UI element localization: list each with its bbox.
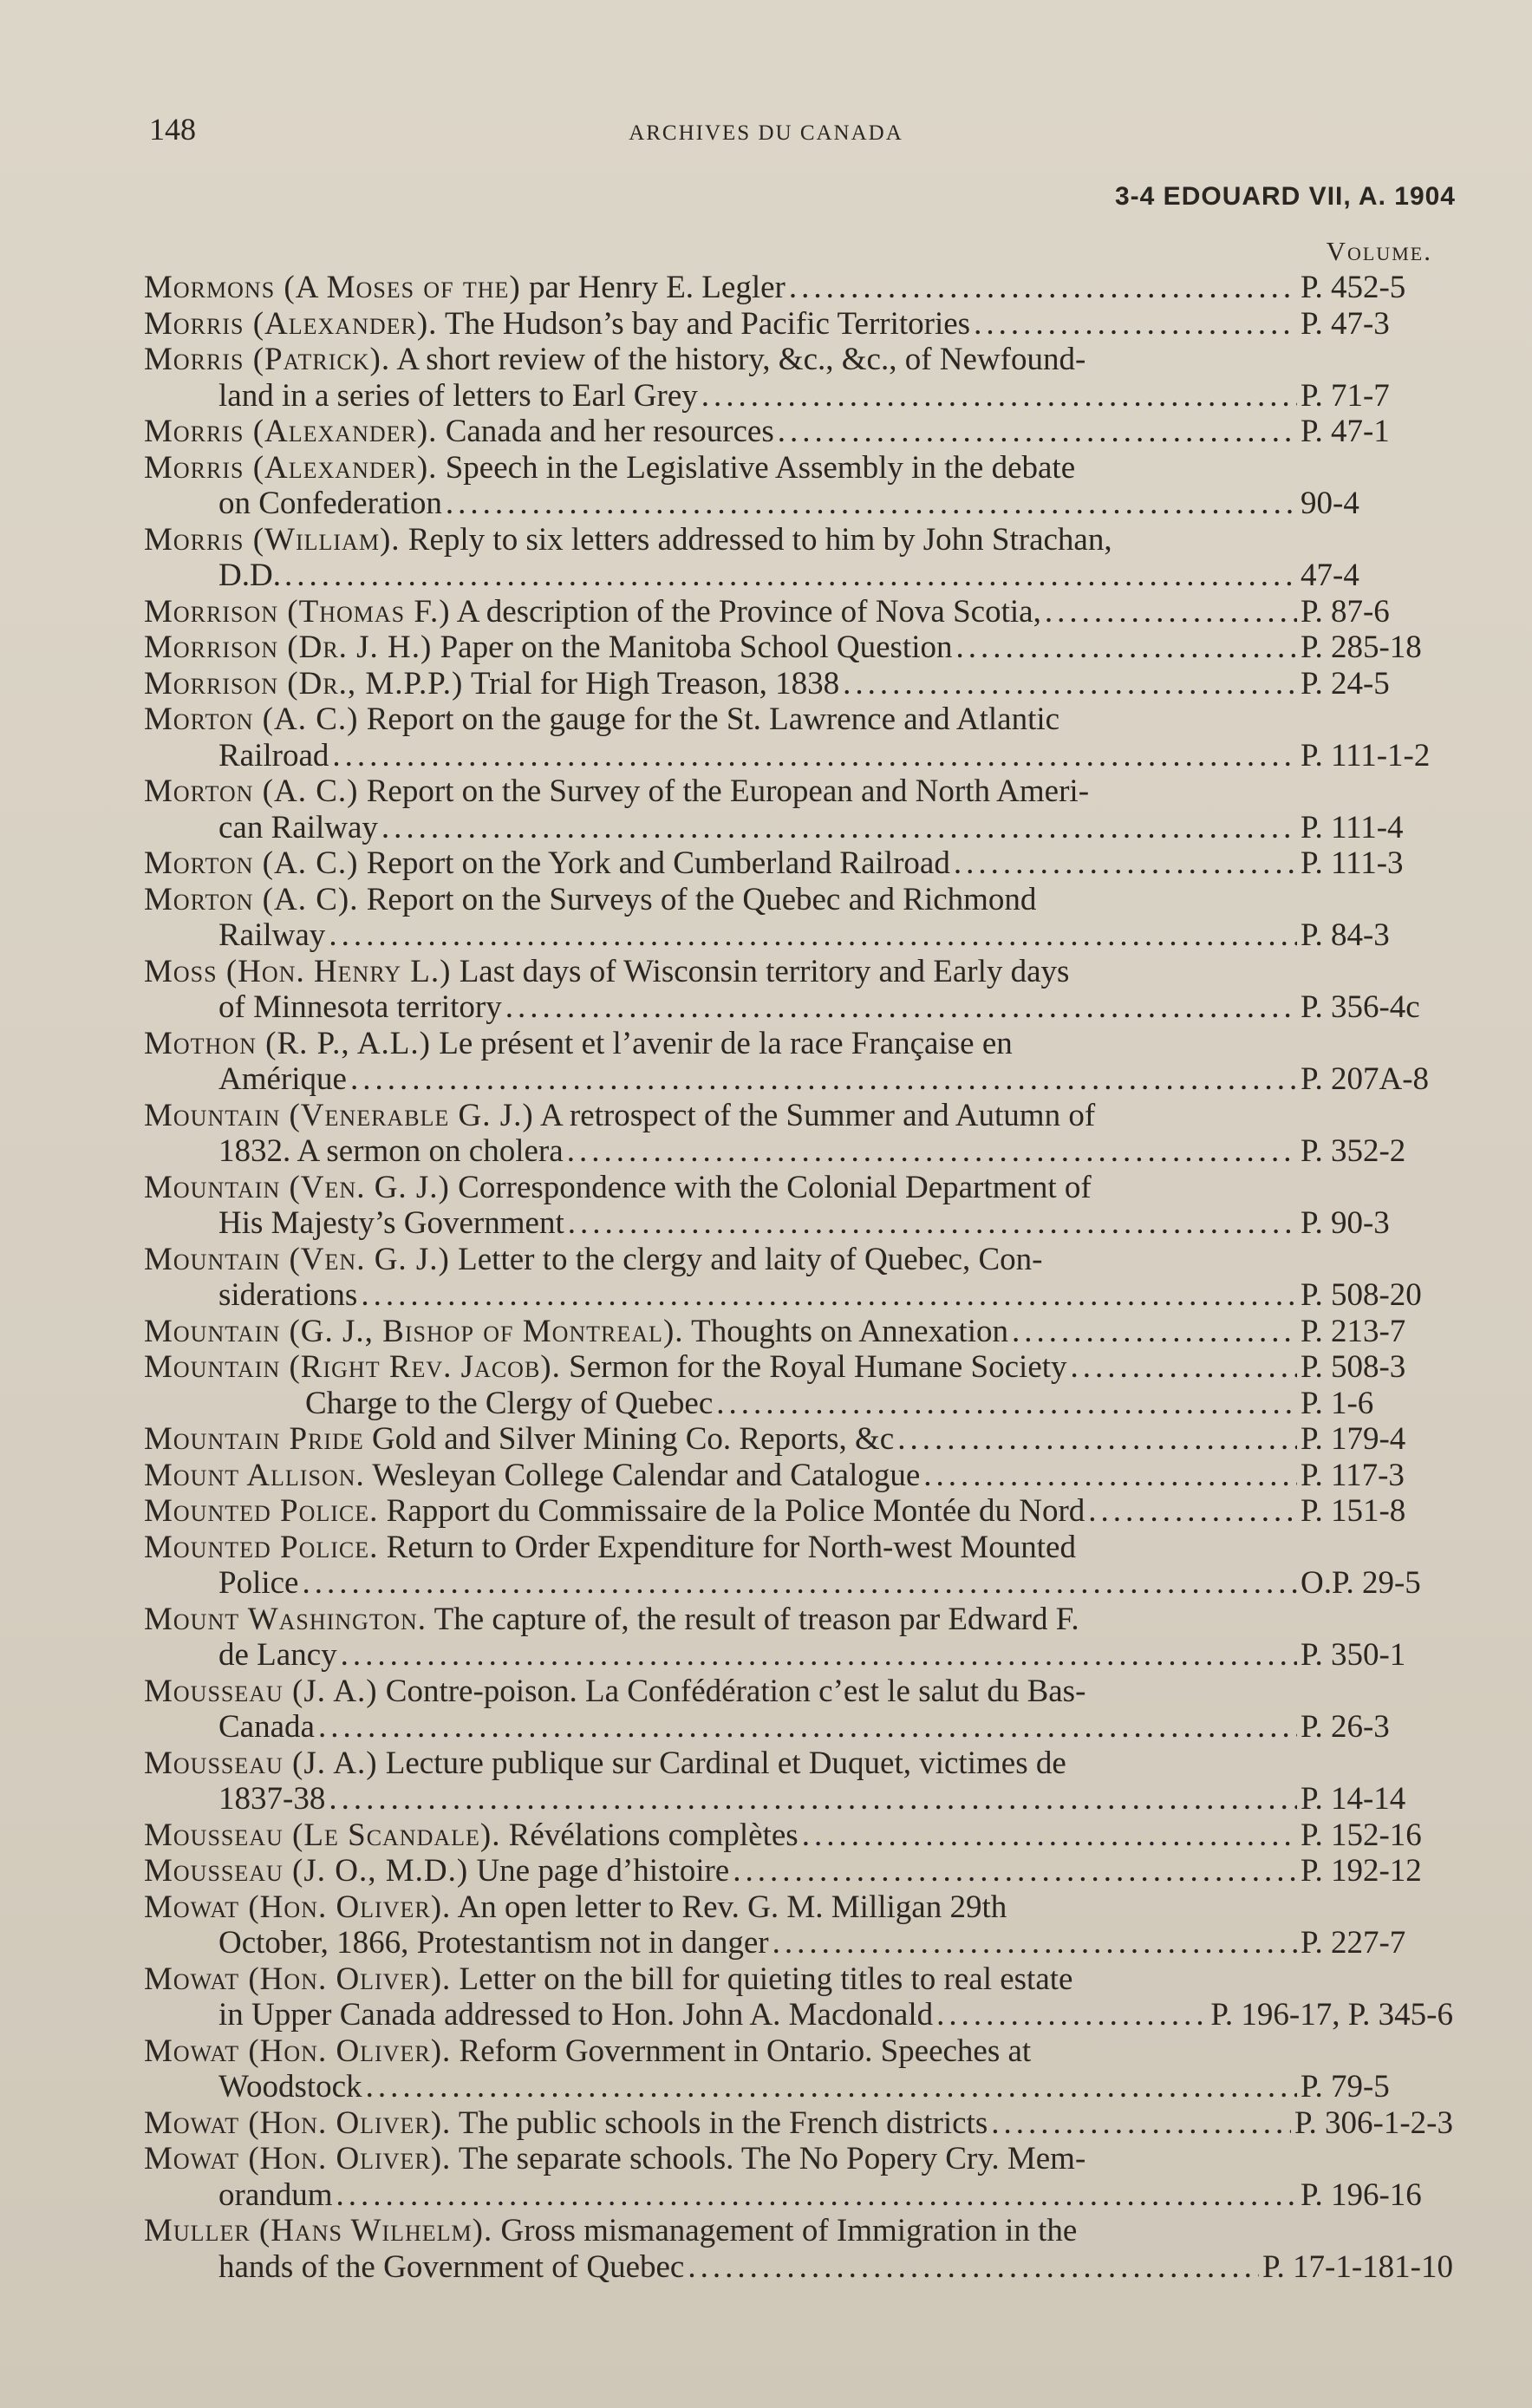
index-entry [144,1098,1453,1170]
leader-dots [956,630,1298,666]
index-entry [144,2033,1453,2105]
entry-title-line: Report on the Surveys of the Quebec and Richmond [366,881,1037,917]
leader-dots [1045,594,1297,630]
entry-title-line: Une page d’histoire [476,1853,730,1889]
index-entry [144,1170,1453,1242]
volume-reference: P. 84-3 [1301,917,1390,953]
entry-author: Mousseau (J. A.) [144,1745,378,1781]
volume-reference: P. 71-7 [1301,377,1390,414]
volume-reference: P. 508-3 [1301,1349,1406,1385]
index-entry [144,702,1453,773]
column-label: Volume. [1326,236,1432,266]
index-entry [144,773,1453,845]
entry-author: Mountain (G. J., Bishop of Montreal). [144,1313,684,1349]
index-entry [144,1386,1453,1422]
entry-title-line: An open letter to Rev. G. M. Milligan 29th [457,1889,1007,1925]
entry-author: Mounted Police. [144,1493,379,1529]
entry-author: Mowat (Hon. Oliver). [144,2033,452,2069]
leader-dots [332,738,1297,774]
index-entry [144,522,1453,594]
volume-reference: P. 47-1 [1301,414,1390,449]
leader-dots [991,2105,1291,2142]
volume-reference: O.P. 29-5 [1301,1565,1421,1601]
index-entry [144,594,1453,630]
volume-reference: P. 151-8 [1301,1493,1406,1529]
leader-dots [318,1709,1297,1746]
index-entry [144,882,1453,954]
leader-dots [505,989,1297,1026]
volume-reference: P. 117-3 [1301,1457,1405,1493]
entry-title-line: Sermon for the Royal Humane Society [569,1349,1067,1385]
index-entry [144,1349,1453,1386]
entry-title-line: 1837-38 [218,1781,326,1817]
entry-title-line: Railway [218,917,326,953]
entry-author: Morris (Alexander). [144,449,438,486]
index-entry [144,2141,1453,2213]
leader-dots [897,1421,1297,1458]
index-entry [144,1458,1453,1494]
entry-title-line: Contre-poison. La Confédération c’est le salut du Bas- [385,1673,1086,1709]
entry-author: Morris (William). [144,521,401,558]
volume-reference: P. 26-3 [1301,1709,1390,1745]
entry-author: Mousseau (J. A.) [144,1673,378,1709]
entry-title-line: Révélations complètes [508,1817,799,1853]
entry-title-line: de Lancy [218,1637,337,1673]
entry-title-line: siderations [218,1277,358,1313]
leader-dots [974,306,1297,343]
entry-author: Mountain (Ven. G. J.) [144,1241,450,1277]
leader-dots [688,2249,1259,2286]
entry-title-line: Rapport du Commissaire de la Police Montée du Nord [386,1493,1085,1529]
leader-dots [936,1997,1207,2033]
index-entry [144,1530,1453,1602]
leader-dots [361,1277,1297,1314]
entry-author: Mount Washington. [144,1601,427,1637]
entry-author: Mounted Police. [144,1529,379,1565]
leader-dots [843,666,1297,702]
entry-title-line: on Confederation [218,486,442,521]
entry-title-line: Speech in the Legislative Assembly in the debate [445,449,1076,486]
entry-author: Mowat (Hon. Oliver). [144,1889,452,1925]
entry-title-line: The separate schools. The No Popery Cry. Mem- [458,2141,1086,2176]
entry-title-line: Charge to the Clergy of Quebec [305,1385,714,1421]
entry-title-line: The public schools in the French districts [458,2105,988,2141]
index-entry [144,954,1453,1026]
index-entries [144,270,1453,2285]
page-number: 148 [149,112,196,147]
index-entry [144,1314,1453,1350]
volume-reference: P. 350-1 [1301,1637,1406,1673]
index-entry [144,1853,1453,1889]
entry-title-line: par Henry E. Legler [528,270,786,305]
entry-author: Morrison (Dr. J. H.) [144,630,433,665]
volume-reference: P. 111-4 [1301,809,1404,845]
entry-title-line: D.D. [218,558,281,593]
leader-dots [568,1205,1297,1242]
entry-title-line: Report on the gauge for the St. Lawrence and Atlantic [366,702,1060,737]
leader-dots [1088,1493,1297,1530]
entry-author: Morton (A. C). [144,881,359,917]
volume-reference: P. 24-5 [1301,665,1390,702]
index-entry [144,630,1453,666]
leader-dots [341,1637,1297,1674]
entry-author: Morton (A. C.) [144,702,359,737]
index-entry [144,1746,1453,1817]
index-entry [144,2213,1453,2285]
entry-title-line: A retrospect of the Summer and Autumn of [539,1097,1096,1133]
volume-reference: P. 452-5 [1301,270,1406,305]
entry-title-line: The capture of, the result of treason par Edward F. [434,1601,1079,1637]
volume-reference: P. 17-1-181-10 [1262,2248,1453,2285]
volume-reference: P. 285-18 [1301,630,1422,665]
entry-title-line: Reply to six letters addressed to him by John Strachan, [407,521,1112,558]
volume-reference: P. 14-14 [1301,1781,1406,1817]
entry-author: Mountain (Venerable G. J.) [144,1097,534,1133]
entry-title-line: hands of the Government of Quebec [218,2248,685,2285]
index-entry [144,270,1453,306]
entry-title-line: Reform Government in Ontario. Speeches at [459,2033,1032,2069]
entry-title-line: Police [218,1565,299,1601]
entry-title-line: His Majesty’s Government [218,1205,564,1241]
entry-author: Moss (Hon. Henry L.) [144,953,452,989]
entry-author: Morton (A. C.) [144,845,359,881]
entry-author: Mountain (Ven. G. J.) [144,1169,450,1205]
leader-dots [329,917,1297,954]
leader-dots [716,1386,1297,1422]
entry-author: Morrison (Dr., M.P.P.) [144,665,464,702]
entry-author: Mothon (R. P., A.L.) [144,1025,431,1061]
entry-author: Mountain (Right Rev. Jacob). [144,1349,561,1385]
entry-title-line: Last days of Wisconsin territory and Early days [459,953,1070,989]
index-entry [144,342,1453,414]
leader-dots [923,1458,1297,1494]
entry-title-line: Gross mismanagement of Immigration in the [500,2213,1078,2248]
index-entry [144,450,1453,522]
entry-author: Morris (Alexander). [144,414,438,449]
entry-title-line: A description of the Province of Nova Scotia, [456,593,1041,630]
leader-dots [366,2069,1297,2105]
entry-title-line: Correspondence with the Colonial Department of [458,1169,1092,1205]
volume-reference: P. 1-6 [1301,1385,1374,1421]
entry-title-line: of Minnesota territory [218,989,502,1025]
entry-title-line: Thoughts on Annexation [691,1313,1008,1349]
entry-title-line: Return to Order Expenditure for North-west Mounted [386,1529,1076,1565]
index-entry [144,2105,1453,2142]
running-title: ARCHIVES DU CANADA [629,121,903,145]
index-entry [144,414,1453,450]
volume-reference: P. 306-1-2-3 [1294,2105,1453,2141]
volume-reference: P. 79-5 [1301,2069,1390,2105]
leader-dots [802,1817,1297,1854]
entry-title-line: Report on the Survey of the European and North Ameri- [366,773,1090,809]
entry-title-line: land in a series of letters to Earl Grey [218,377,698,414]
entry-title-line: Railroad [218,737,329,773]
leader-dots [446,486,1297,522]
entry-title-line: 1832. A sermon on cholera [218,1133,564,1169]
leader-dots [302,1565,1297,1602]
volume-reference: P. 508-20 [1301,1277,1422,1313]
index-entry [144,1421,1453,1458]
volume-reference: P. 207A-8 [1301,1061,1430,1097]
leader-dots [701,378,1297,414]
leader-dots [336,2177,1297,2214]
entry-title-line: Woodstock [218,2069,362,2105]
entry-title-line: The Hudson’s bay and Pacific Territories [445,305,971,342]
volume-reference: 90-4 [1301,486,1359,521]
leader-dots [350,1061,1297,1098]
entry-title-line: October, 1866, Protestantism not in danger [218,1925,769,1961]
volume-reference: P. 227-7 [1301,1925,1406,1961]
entry-author: Mowat (Hon. Oliver). [144,2105,452,2141]
volume-reference: P. 111-1-2 [1301,737,1431,773]
leader-dots [284,558,1297,594]
volume-reference: P. 356-4c [1301,989,1420,1025]
index-entry [144,1493,1453,1530]
index-entry [144,1602,1453,1674]
leader-dots [789,270,1297,306]
entry-title-line: Trial for High Treason, 1838 [470,665,840,702]
leader-dots [381,810,1297,846]
leader-dots [1012,1314,1297,1350]
entry-author: Mowat (Hon. Oliver). [144,2141,452,2176]
entry-title-line: Letter to the clergy and laity of Quebec, Con- [458,1241,1043,1277]
leader-dots [1071,1349,1297,1386]
index-entry [144,1674,1453,1746]
entry-title-line: Canada and her resources [445,414,774,449]
entry-author: Morris (Alexander). [144,305,438,342]
entry-author: Morris (Patrick). [144,342,391,377]
entry-title-line: Gold and Silver Mining Co. Reports, &c [371,1421,895,1457]
entry-title-line: orandum [218,2176,333,2213]
entry-author: Mowat (Hon. Oliver). [144,1961,452,1997]
entry-title-line: A short review of the history, &c., &c., of Newfound- [396,342,1086,377]
entry-title-line: Canada [218,1709,315,1745]
leader-dots [567,1133,1297,1170]
volume-reference: 47-4 [1301,558,1359,593]
entry-title-line: Le présent et l’avenir de la race Française en [439,1025,1013,1061]
entry-author: Mount Allison. [144,1457,365,1493]
volume-reference: P. 196-17, P. 345-6 [1210,1997,1453,2033]
leader-dots [733,1853,1297,1889]
entry-author: Muller (Hans Wilhelm). [144,2213,493,2248]
leader-dots [954,845,1297,882]
volume-reference: P. 196-16 [1301,2176,1422,2213]
volume-reference: P. 179-4 [1301,1421,1406,1457]
entry-title-line: can Railway [218,809,378,845]
leader-dots [773,1925,1297,1961]
index-entry [144,1889,1453,1961]
volume-reference: P. 111-3 [1301,845,1404,881]
entry-author: Mormons (A Moses of the) [144,270,521,305]
volume-reference: P. 47-3 [1301,305,1390,342]
volume-reference: P. 90-3 [1301,1205,1390,1241]
volume-reference: P. 152-16 [1301,1817,1422,1853]
volume-reference: P. 213-7 [1301,1313,1406,1349]
entry-author: Mousseau (J. O., M.D.) [144,1853,469,1889]
volume-reference: P. 192-12 [1301,1853,1422,1889]
entry-author: Mousseau (Le Scandale). [144,1817,501,1853]
index-entry [144,845,1453,882]
entry-title-line: Report on the York and Cumberland Railroad [366,845,950,881]
leader-dots [329,1781,1297,1817]
index-entry [144,306,1453,343]
entry-title-line: Wesleyan College Calendar and Catalogue [372,1457,921,1493]
entry-author: Mountain Pride [144,1421,364,1457]
leader-dots [778,414,1297,450]
entry-title-line: Paper on the Manitoba School Question [440,630,953,665]
volume-reference: P. 352-2 [1301,1133,1406,1169]
volume-reference: P. 87-6 [1301,593,1390,630]
index-entry [144,1961,1453,2033]
entry-author: Morton (A. C.) [144,773,359,809]
entry-author: Morrison (Thomas F.) [144,593,451,630]
index-entry [144,1242,1453,1314]
index-entry [144,1026,1453,1098]
entry-title-line: in Upper Canada addressed to Hon. John A. Macdonald [218,1997,934,2033]
index-entry [144,1817,1453,1854]
entry-title-line: Amérique [218,1061,347,1097]
entry-title-line: Lecture publique sur Cardinal et Duquet, victimes de [385,1745,1066,1781]
entry-title-line: Letter on the bill for quieting titles to real estate [459,1961,1073,1997]
index-entry [144,666,1453,702]
session-label: 3-4 EDOUARD VII, A. 1904 [1114,182,1456,211]
